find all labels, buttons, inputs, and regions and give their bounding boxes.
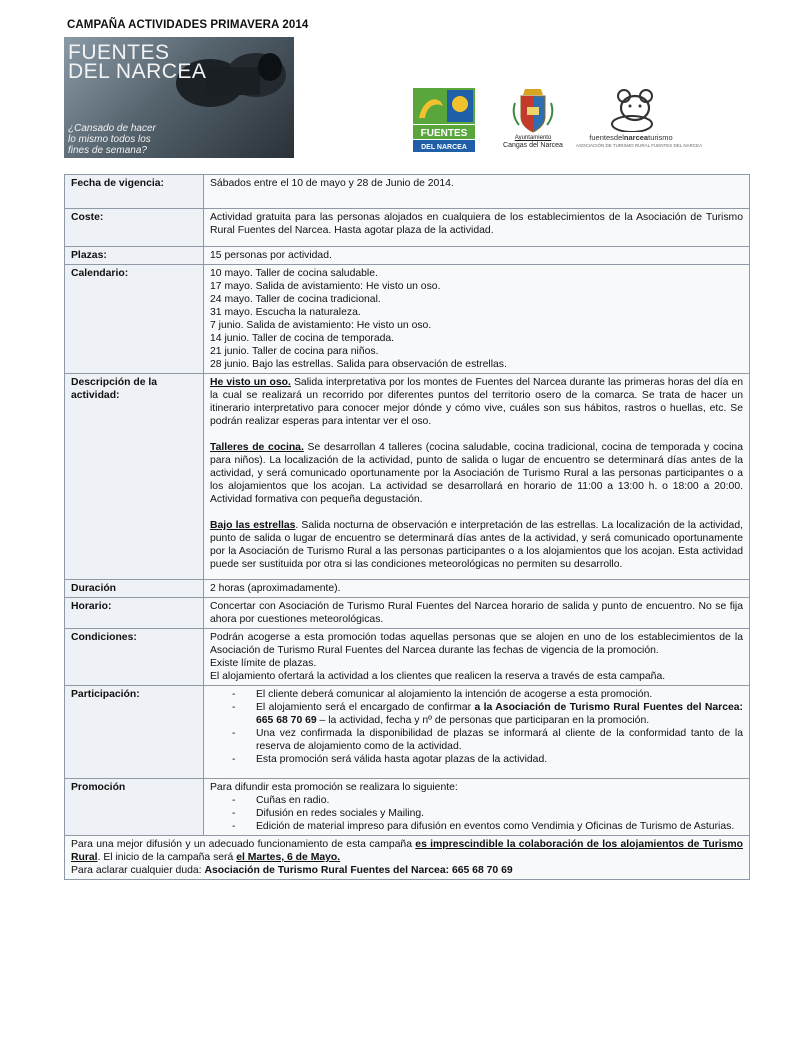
list-item: - Difusión en redes sociales y Mailing. [250,807,743,820]
label-vigencia: Fecha de vigencia: [65,175,204,209]
label-participacion: Participación: [65,686,204,779]
list-item: - Edición de material impreso para difusión en eventos como Vendimia y Oficinas de Turismo de Asturias. [250,820,743,833]
row-plazas [65,247,750,265]
ayuntamiento-caption: Ayuntamiento Cangas del Narcea [503,135,563,149]
hero-tagline: ¿Cansado de hacer lo mismo todos los fines de semana? [68,123,156,156]
list-item: - Cuñas en radio. [250,794,743,807]
calendar-item: 24 mayo. Taller de cocina tradicional. [210,294,381,305]
turismo-logo-subtitle: ASOCIACIÓN DE TURISMO RURAL FUENTES DEL NARCEA [576,143,703,148]
description-oso: He visto un oso. Salida interpretativa por los montes de Fuentes del Narcea durante las primeras horas del día en la cual se realizará un recorrido por diferentes puntos del territorio osero de la comarca. Se trata de hacer un itinerario interpretativo para conocer mejor dónde y cómo vive, cuáles son sus hábitos, rastros o huellas, etc. Se podrán realizar esperas para intentar ver el oso. [210,377,744,427]
list-item: - El cliente deberá comunicar al alojamiento la intención de acogerse a esta promoción. [250,688,743,701]
label-coste: Coste: [65,209,204,247]
row-vigencia [65,175,750,209]
list-item: - Esta promoción será válida hasta agotar plazas de la actividad. [250,753,743,766]
label-calendario: Calendario: [65,265,204,374]
value-duracion: 2 horas (aproximadamente). [204,580,750,598]
label-condiciones: Condiciones: [65,629,204,686]
row-promocion [65,779,750,836]
svg-text:DEL NARCEA: DEL NARCEA [421,144,467,151]
value-promocion: Para difundir esta promoción se realizara lo siguiente: - Cuñas en radio. - Difusión en redes sociales y Mailing. - Edición de material impreso para difusión en eventos como Vendimia y Oficinas de Turismo de Asturias. [204,779,750,836]
campaign-info-table [64,174,750,880]
coat-of-arms-icon [503,85,563,135]
row-participacion [65,686,750,779]
row-coste [65,209,750,247]
calendar-item: 7 junio. Salida de avistamiento: He visto un oso. [210,320,432,331]
turismo-logo-name: fuentesdelnarceaturismo [589,133,673,142]
value-participacion [204,686,750,779]
row-footer [65,836,750,880]
value-vigencia: Sábados entre el 10 de mayo y 28 de Junio de 2014. [204,175,750,209]
value-descripcion [204,374,750,580]
value-coste: Actividad gratuita para las personas alojados en cualquiera de los establecimientos de la Asociación de Turismo Rural Fuentes del Narcea. Hasta agotar plaza de la actividad. [204,209,750,247]
ayuntamiento-logo [503,85,563,153]
hero-banner-image [64,37,294,158]
calendar-item: 21 junio. Taller de cocina para niños. [210,346,379,357]
fuentes-del-narcea-logo [413,88,475,152]
row-duracion [65,580,750,598]
participation-list [210,688,743,766]
calendar-item: 31 mayo. Escucha la naturaleza. [210,307,361,318]
value-calendario [204,265,750,374]
list-item: - El alojamiento será el encargado de confirmar a la Asociación de Turismo Rural Fuentes del Narcea: 665 68 70 69 – la actividad, fecha y nº de personas que participaran en la promoción. [250,701,743,727]
calendar-item: 28 junio. Bajo las estrellas. Salida para observación de estrellas. [210,359,507,370]
value-condiciones: Podrán acogerse a esta promoción todas aquellas personas que se alojen en uno de los establecimientos de la Asociación de Turismo Rural Fuentes del Narcea durante las fechas de vigencia de la promoción. Existe límite de plazas. El alojamiento ofertará la actividad a los clientes que realicen la reserva a través de esta campaña. [204,629,750,686]
calendar-item: 14 junio. Taller de cocina de temporada. [210,333,395,344]
label-horario: Horario: [65,598,204,629]
list-item: - Una vez confirmada la disponibilidad de plazas se informará al cliente de la conformidad tanto de la reserva de alojamiento como de la actividad. [250,727,743,753]
footer-note: Para una mejor difusión y un adecuado funcionamiento de esta campaña es imprescindible la colaboración de los alojamientos de Turismo Rural. El inicio de la campaña será el Martes, 6 de Mayo. Para aclarar cualquier duda: Asociación de Turismo Rural Fuentes del Narcea: 665 68 70 69 [65,836,750,880]
label-duracion: Duración [65,580,204,598]
label-promocion: Promoción [65,779,204,836]
document-title: CAMPAÑA ACTIVIDADES PRIMAVERA 2014 [67,19,309,31]
promotion-list [210,794,743,833]
label-plazas: Plazas: [65,247,204,265]
calendar-item: 17 mayo. Salida de avistamiento: He visto un oso. [210,281,441,292]
value-horario: Concertar con Asociación de Turismo Rural Fuentes del Narcea horario de salida y punto de encuentro. No se fija ahora por cuestiones meteorológicas. [204,598,750,629]
svg-text:FUENTES: FUENTES [420,128,468,139]
row-calendario [65,265,750,374]
bear-icon [576,86,686,132]
fuentes-logo-icon [413,88,475,152]
description-talleres: Talleres de cocina. Se desarrollan 4 talleres (cocina saludable, cocina tradicional, cocina de temporada y cocina para niños). La localización de la actividad, punto de salida o lugar de encuentro se determinará días antes de la actividad, y será comunicado oportunamente por la Asociación de Turismo Rural a las personas participantes o a los alojamientos que los acojan. La actividad se desarrollará en horario de 11:00 a 13:00 h. o 18:00 a 20:00. Actividad formativa con pequeña degustación. [210,442,743,505]
description-estrellas: Bajo las estrellas. Salida nocturna de observación e interpretación de las estrellas. La localización de la actividad, punto de salida o lugar de encuentro se determinará días antes de la actividad, y será comunicado oportunamente por la Asociación de Turismo Rural a las personas participantes o a los alojamientos que los acojan. Esta actividad puede ser sustituida por otra si las condiciones meteorológicas no permiten su desarrollo. [210,520,743,570]
calendar-item: 10 mayo. Taller de cocina saludable. [210,268,378,279]
value-plazas: 15 personas por actividad. [204,247,750,265]
row-descripcion [65,374,750,580]
row-horario [65,598,750,629]
row-condiciones [65,629,750,686]
fuentes-narcea-turismo-logo [576,86,703,152]
label-descripcion: Descripción de la actividad: [65,374,204,580]
hero-brand: FUENTES DEL NARCEA [68,41,207,83]
